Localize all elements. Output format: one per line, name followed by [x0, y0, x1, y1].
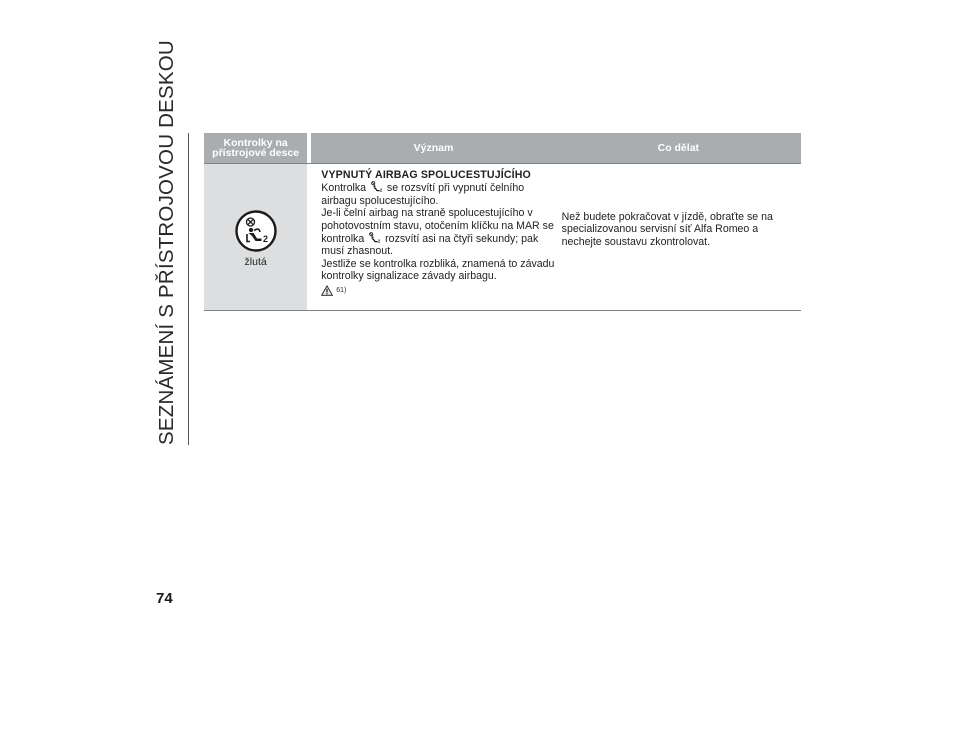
- chapter-divider: [188, 133, 189, 445]
- header-col1-line1: Kontrolky na: [223, 137, 288, 149]
- airbag-off-icon: [235, 210, 277, 252]
- light-color-label: žlutá: [244, 256, 267, 268]
- table-row: [204, 164, 801, 311]
- meaning-paragraph-1: Kontrolka 2 se rozsvítí při vypnutí čelního airbagu spolucestujícího.: [321, 182, 525, 207]
- svg-text:2: 2: [379, 188, 383, 193]
- page-number: 74: [156, 590, 173, 607]
- meaning-paragraph-3: Jestliže se kontrolka rozbliká, znamená to závadu kontrolky signalizace závady airbagu.: [321, 257, 555, 283]
- meaning-paragraph-2: Je-li čelní airbag na straně spolucestujícího v pohotovostním stavu, otočením klíčku na MAR se kontrolka 2 rozsvítí asi na čtyři sekundy; pak musí zhasnout.: [321, 207, 554, 258]
- header-meaning: Význam: [413, 142, 454, 154]
- warning-note: [321, 285, 555, 297]
- warning-triangle-icon: [321, 285, 333, 296]
- header-col1-line2: přístrojové desce: [212, 147, 300, 159]
- svg-text:2: 2: [378, 238, 381, 244]
- warning-lights-table: [204, 133, 801, 311]
- action-cell: Než budete pokračovat v jízdě, obraťte se na specializovanou servisní síť Alfa Romeo a nechejte soustavu zkontrolovat.: [561, 211, 773, 248]
- svg-text:2: 2: [262, 234, 268, 244]
- airbag-off-inline-icon: [368, 232, 381, 243]
- airbag-off-inline-icon: [370, 181, 383, 192]
- meaning-cell: [311, 164, 555, 310]
- chapter-title: SEZNÁMENÍ S PŘÍSTROJOVOU DESKOU: [155, 40, 178, 445]
- table-header: [204, 133, 801, 164]
- header-what-to-do: Co dělat: [657, 142, 700, 154]
- warning-light-cell: [204, 164, 307, 310]
- meaning-heading: VYPNUTÝ AIRBAG SPOLUCESTUJÍCÍHO: [321, 169, 531, 181]
- header-warning-lights: [204, 133, 307, 163]
- note-reference: 61): [336, 286, 347, 294]
